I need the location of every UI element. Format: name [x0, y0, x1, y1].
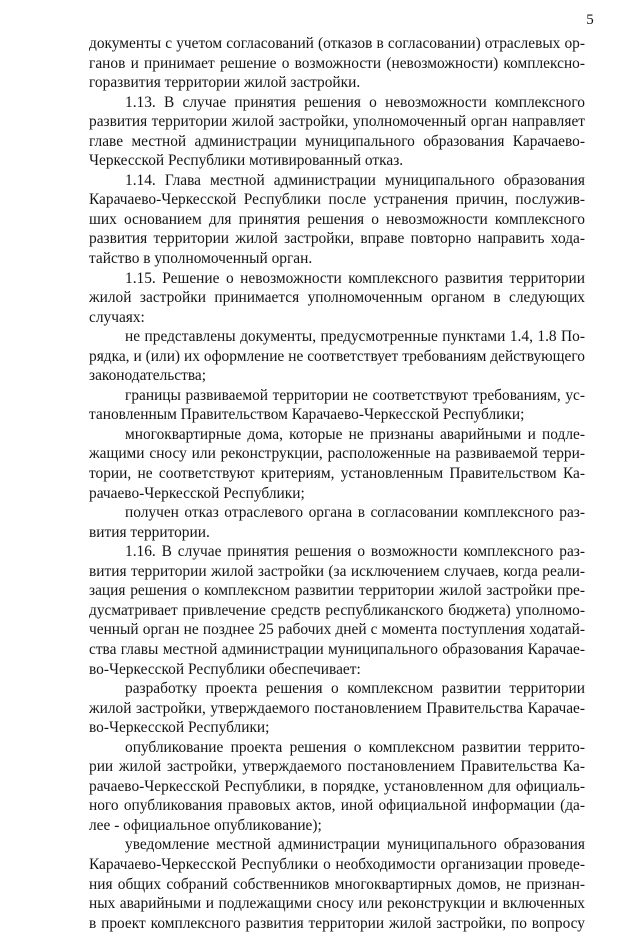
text-line: разработку проекта решения о комплексном развитии территории	[125, 680, 585, 698]
text-line: уведомление местной администрации муниципального образования	[125, 836, 585, 854]
text-line: рии жилой застройки, утверждаемого постановлением Правительства Ка-	[89, 758, 585, 776]
text-line: во-Черкесской Республики;	[89, 719, 270, 737]
text-line: главе местной администрации муниципального образования Карачаево-	[89, 132, 585, 150]
text-line: тайство в уполномоченный орган.	[89, 250, 313, 268]
text-line: ного опубликования правовых актов, иной официальной информации (да-	[89, 797, 585, 815]
text-line: рачаево-Черкесской Республики;	[89, 484, 305, 502]
text-line: ших основанием для принятия решения о невозможности комплексного	[89, 210, 585, 228]
page-number: 5	[586, 12, 594, 28]
text-line: 1.15. Решение о невозможности комплексного развития территории	[125, 269, 585, 287]
text-line: ства главы местной администрации муниципального образования Карачае-	[89, 640, 585, 658]
text-line: опубликование проекта решения о комплексном развитии террито-	[125, 738, 585, 756]
text-line: 1.14. Глава местной администрации муниципального образования	[125, 171, 585, 189]
text-line: случаях:	[89, 308, 145, 326]
text-line: горазвития территории жилой застройки.	[89, 74, 361, 92]
text-line: развития территории жилой застройки, вправе повторно направить хода-	[89, 230, 585, 248]
text-line: ченный орган не позднее 25 рабочих дней с момента поступления ходатай-	[89, 621, 585, 639]
text-line: ния общих собраний собственников многоквартирных домов, не признан-	[89, 875, 585, 893]
text-line: границы развиваемой территории не соответствуют требованиям, ус-	[125, 386, 585, 404]
text-line: жилой застройки принимается уполномоченным органом в следующих	[89, 289, 585, 307]
text-line: тории, не соответствуют критериям, установленным Правительством Ка-	[89, 465, 585, 483]
text-line: жащими сносу или реконструкции, расположенные на развиваемой терри-	[89, 445, 585, 463]
text-line: 1.13. В случае принятия решения о невозможности комплексного	[125, 93, 585, 111]
text-line: рачаево-Черкесской Республики, в порядке, установленном для официаль-	[89, 777, 585, 795]
text-line: во-Черкесской Республики обеспечивает:	[89, 660, 361, 678]
text-line: зация решения о комплексном развитии территории жилой застройки пре-	[89, 582, 585, 600]
text-line: законодательства;	[89, 367, 207, 385]
text-line: в проект комплексного развития территории жилой застройки, по вопросу	[89, 914, 585, 932]
text-line: не представлены документы, предусмотренные пунктами 1.4, 1.8 По-	[125, 328, 585, 346]
text-line: жилой застройки, утверждаемого постановлением Правительства Карачае-	[89, 699, 585, 717]
text-line: документы с учетом согласований (отказов в согласовании) отраслевых ор-	[89, 35, 585, 52]
text-line: получен отказ отраслевого органа в согласовании комплексного раз-	[125, 504, 585, 522]
text-line: Черкесской Республики мотивированный отказ.	[89, 152, 404, 170]
text-line: вития территории жилой застройки (за исключением случаев, когда реали-	[89, 562, 585, 580]
text-line: лее - официальное опубликование);	[89, 816, 322, 834]
document-body	[89, 34, 585, 933]
text-line: развития территории жилой застройки, уполномоченный орган направляет	[89, 113, 585, 131]
text-line: тановленным Правительством Карачаево-Черкесской Республики;	[89, 406, 525, 424]
text-line: 1.16. В случае принятия решения о возможности комплексного раз-	[125, 543, 585, 561]
text-line: Карачаево-Черкесской Республики после устранения причин, послужив-	[89, 191, 585, 209]
text-line: вития территории.	[89, 523, 210, 541]
text-line: Карачаево-Черкесской Республики о необходимости организации проведе-	[89, 855, 585, 873]
text-line: рядка, и (или) их оформление не соответствует требованиям действующего	[89, 347, 585, 365]
text-line: дусматривает привлечение средств республиканского бюджета) уполномо-	[89, 601, 585, 619]
text-line: ганов и принимает решение о возможности (невозможности) комплексно-	[89, 54, 585, 72]
text-line: ных аварийными и подлежащими сносу или реконструкции и включенных	[89, 895, 585, 913]
text-line: многоквартирные дома, которые не признаны аварийными и подле-	[125, 425, 585, 443]
